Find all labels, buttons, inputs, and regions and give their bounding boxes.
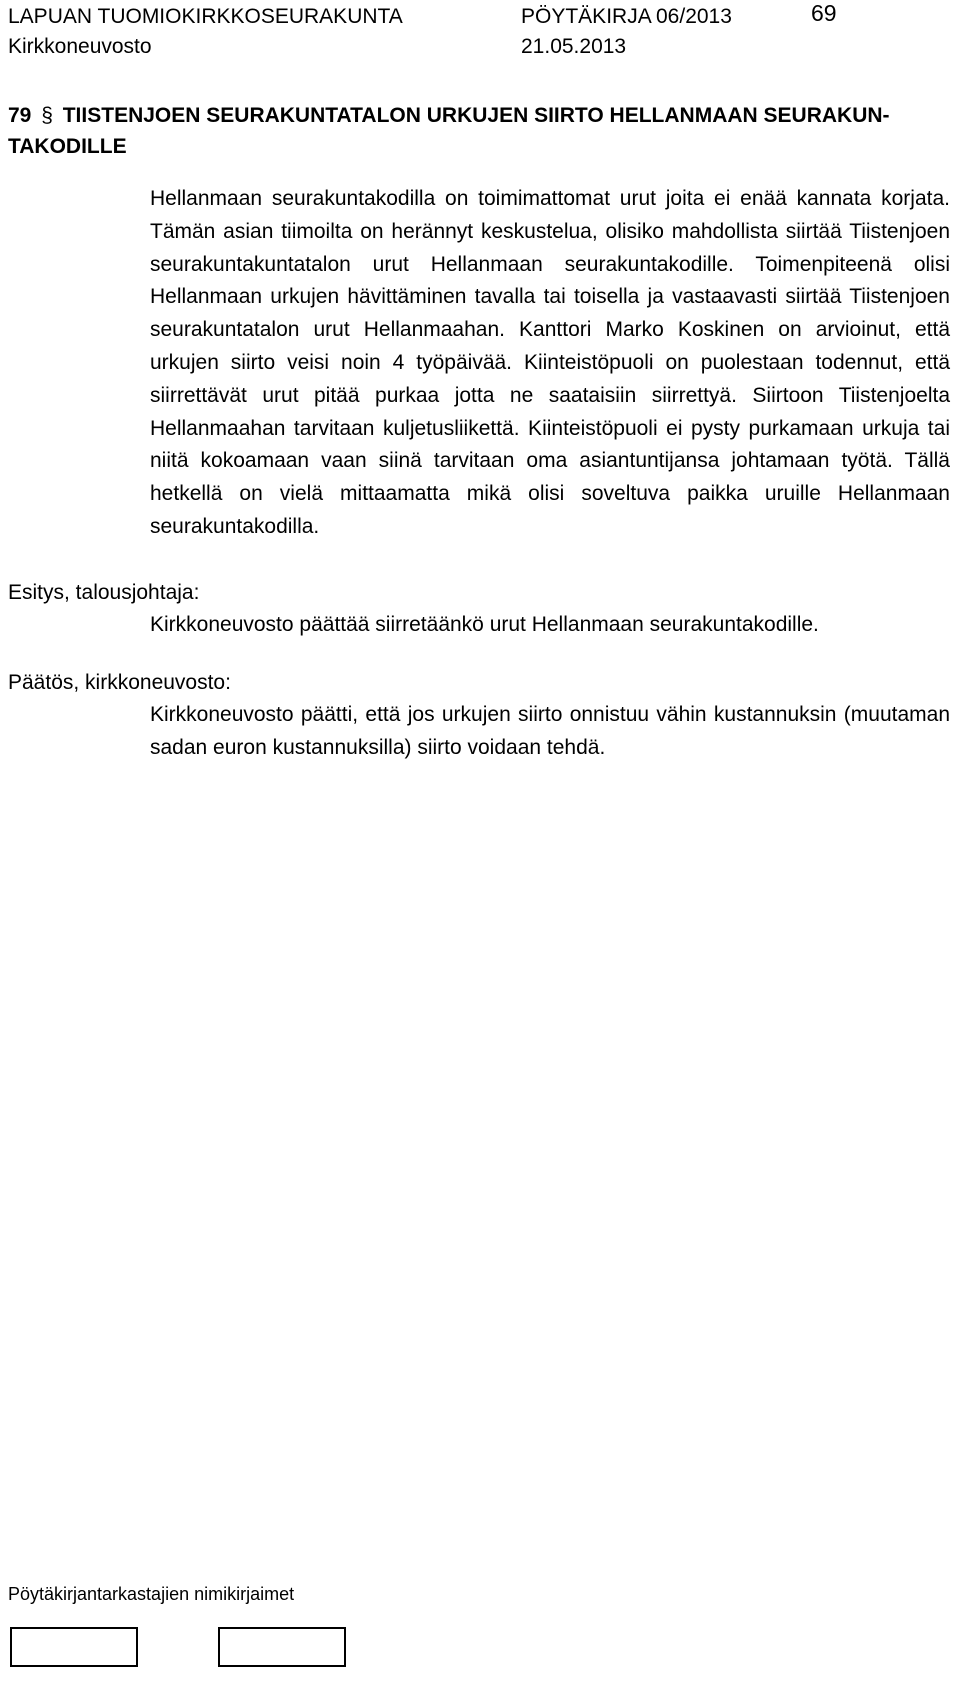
signatures-label: Pöytäkirjantarkastajien nimikirjaimet: [8, 1584, 295, 1604]
meeting-body: Kirkkoneuvosto: [8, 35, 152, 58]
proposal-label: Esitys, talousjohtaja:: [8, 581, 200, 604]
signature-box-1: [10, 1627, 138, 1667]
decision-label: Päätös, kirkkoneuvosto:: [8, 671, 231, 694]
document-number: 06/2013: [656, 5, 732, 28]
decision-text: Kirkkoneuvosto päätti, että jos urkujen siirto onnistuu vähin kustannuksin (muutaman sadan euron kustannuksilla) siirto voidaan tehdä.: [150, 703, 950, 759]
proposal-text: Kirkkoneuvosto päättää siirretäänkö urut Hellanmaan seurakuntakodille.: [150, 613, 819, 636]
meeting-date: 21.05.2013: [521, 35, 627, 58]
page-number: 69: [811, 0, 837, 26]
section-title-line1: TIISTENJOEN SEURAKUNTATALON URKUJEN SIIRTO HELLANMAAN SEURAKUN-: [62, 104, 890, 127]
organization-name: LAPUAN TUOMIOKIRKKOSEURAKUNTA: [8, 5, 403, 28]
signature-box-2: [218, 1627, 346, 1667]
section-number: 79: [8, 104, 32, 127]
document-label: PÖYTÄKIRJA: [521, 5, 652, 28]
section-symbol: §: [41, 104, 53, 127]
body-paragraph: Hellanmaan seurakuntakodilla on toimimattomat urut joita ei enää kannata korjata. Tämän asian tiimoilta on herännyt keskustelua, olisiko mahdollista siirtää Tiistenjoen seurakuntakuntatalon urut Hellanmaan seurakuntakodille. Toimenpiteenä olisi Hellanmaan urkujen hävittäminen tavalla tai toisella ja vastaavasti siirtää Tiistenjoen seurakuntatalon urut Hellanmaahan. Kanttori Marko Koskinen on arvioinut, että urkujen siirto veisi noin 4 työpäivää. Kiinteistöpuoli on puolestaan todennut, että siirrettävät urut pitää purkaa jotta ne saataisiin siirrettyä. Siirtoon Tiistenjoelta Hellanmaahan tarvitaan kuljetusliikettä. Kiinteistöpuoli ei pysty purkamaan urkuja tai niitä kokoamaan vaan siinä tarvitaan oma asiantuntijansa johtamaan työtä. Tällä hetkellä on vielä mittaamatta mikä olisi soveltuva paikka uruille Hellanmaan seurakuntakodilla.: [150, 187, 950, 538]
section-title-line2: TAKODILLE: [8, 135, 127, 158]
section-title: [8, 100, 948, 162]
